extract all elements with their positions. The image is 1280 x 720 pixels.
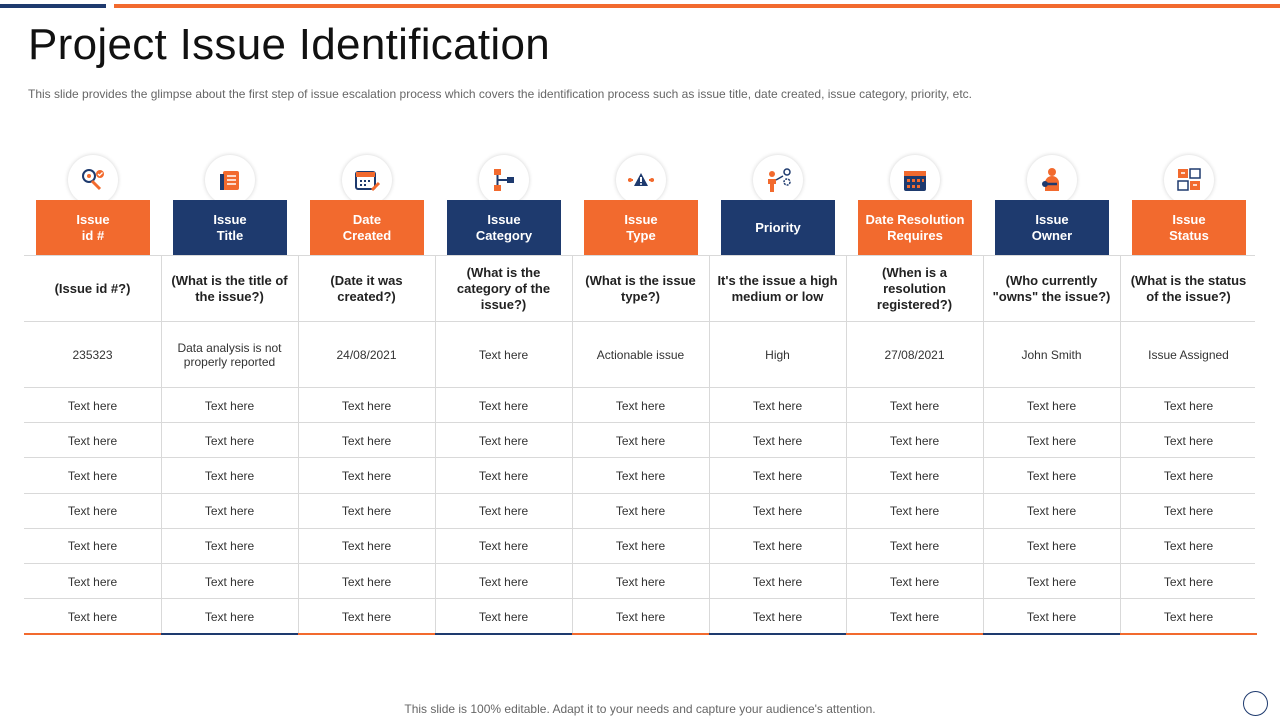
table-cell: Text here <box>67 398 118 413</box>
table-cell: Text here <box>1026 539 1077 554</box>
table-cell: (What is the category of the issue?) <box>456 265 551 312</box>
table-cell: Data analysis is not properly reported <box>177 341 282 369</box>
column-header: Date Created <box>310 200 424 255</box>
page-subtitle: This slide provides the glimpse about the first step of issue escalation process which covers the identification process such as issue title, date created, issue category, priority, etc. <box>28 87 973 101</box>
table-cell: Text here <box>752 574 803 589</box>
table-cell: Text here <box>478 574 529 589</box>
table-cell: Text here <box>67 504 118 519</box>
column-header: Issue Category <box>447 200 561 255</box>
page-title: Project Issue Identification <box>28 20 551 69</box>
table-cell: Text here <box>752 609 803 624</box>
table-cell: Text here <box>1026 574 1077 589</box>
table-cell: Text here <box>1163 433 1214 448</box>
table-cell: Text here <box>1163 468 1214 483</box>
table-cell: Text here <box>341 468 392 483</box>
table-cell: Text here <box>615 398 666 413</box>
table-cell: (What is the issue type?) <box>585 273 696 304</box>
table-row <box>24 457 1255 493</box>
table-cell: Text here <box>341 574 392 589</box>
table-cell: Text here <box>341 504 392 519</box>
table-cell: Text here <box>615 609 666 624</box>
table-cell: Text here <box>204 574 255 589</box>
top-accent-bar-orange <box>114 4 1280 8</box>
gear-check-icon <box>68 155 118 205</box>
status-board-icon <box>1164 155 1214 205</box>
table-cell: Text here <box>752 468 803 483</box>
table-cell: Text here <box>1026 468 1077 483</box>
table-cell: Text here <box>615 539 666 554</box>
table-cell: Text here <box>204 433 255 448</box>
table-cell: Text here <box>615 433 666 448</box>
column-bottom-accent <box>298 633 435 635</box>
table-cell: Text here <box>1026 398 1077 413</box>
column-header: Issue Type <box>584 200 698 255</box>
table-cell: Text here <box>752 433 803 448</box>
top-accent-bar-blue <box>0 4 106 8</box>
table-cell: Text here <box>478 539 529 554</box>
table-cell: Text here <box>1163 398 1214 413</box>
table-cell: Text here <box>341 398 392 413</box>
column-header: Priority <box>721 200 835 255</box>
column-bottom-accent <box>846 633 983 635</box>
calendar-edit-icon <box>342 155 392 205</box>
column-bottom-accent <box>983 633 1120 635</box>
table-cell: High <box>765 348 790 362</box>
table-cell: 235323 <box>72 348 113 362</box>
table-cell: (Date it was created?) <box>330 273 403 304</box>
column-bottom-accent <box>161 633 298 635</box>
corner-circle-icon <box>1243 691 1268 716</box>
table-cell: It's the issue a high medium or low <box>717 273 838 304</box>
column-bottom-accent <box>572 633 709 635</box>
table-cell: Text here <box>67 574 118 589</box>
table-cell: Text here <box>478 504 529 519</box>
table-cell: Text here <box>1163 609 1214 624</box>
table-cell: Text here <box>889 433 940 448</box>
table-cell: Text here <box>204 398 255 413</box>
table-cell: Text here <box>615 468 666 483</box>
table-cell: Text here <box>341 433 392 448</box>
table-row <box>24 387 1255 423</box>
table-cell: Text here <box>889 539 940 554</box>
table-cell: (What is the title of the issue?) <box>171 273 288 304</box>
table-cell: Text here <box>889 504 940 519</box>
table-cell: (What is the status of the issue?) <box>1130 273 1247 304</box>
footer-note: This slide is 100% editable. Adapt it to your needs and capture your audience's attention. <box>404 702 876 716</box>
table-cell: Text here <box>67 539 118 554</box>
table-row <box>24 598 1255 634</box>
table-cell: Text here <box>478 433 529 448</box>
table-cell: Text here <box>1163 539 1214 554</box>
table-cell: Text here <box>478 398 529 413</box>
calendar-grid-icon <box>890 155 940 205</box>
hierarchy-icon <box>479 155 529 205</box>
table-row <box>24 563 1255 599</box>
table-cell: Text here <box>1026 433 1077 448</box>
column-header: Issue Owner <box>995 200 1109 255</box>
table-cell: Text here <box>67 609 118 624</box>
table-cell: Actionable issue <box>596 348 685 362</box>
table-cell: Text here <box>1026 504 1077 519</box>
table-cell: Text here <box>1026 609 1077 624</box>
column-bottom-accent <box>435 633 572 635</box>
table-cell: (When is a resolution registered?) <box>876 265 953 312</box>
table-cell: Text here <box>204 609 255 624</box>
table-cell: Text here <box>67 468 118 483</box>
table-cell: Text here <box>341 539 392 554</box>
table-cell: Text here <box>1163 504 1214 519</box>
table-cell: 24/08/2021 <box>336 348 397 362</box>
table-cell: (Who currently "owns" the issue?) <box>992 273 1111 304</box>
table-cell: Text here <box>889 609 940 624</box>
table-cell: Text here <box>204 539 255 554</box>
table-cell: Text here <box>615 574 666 589</box>
table-cell: Text here <box>341 609 392 624</box>
question-row <box>24 255 1255 322</box>
table-cell: Text here <box>478 468 529 483</box>
column-header: Issue Status <box>1132 200 1246 255</box>
table-cell: Text here <box>204 468 255 483</box>
presenter-icon <box>753 155 803 205</box>
table-cell: Text here <box>1163 574 1214 589</box>
table-cell: (Issue id #?) <box>54 281 131 296</box>
column-header: Issue id # <box>36 200 150 255</box>
sample-row <box>24 321 1255 388</box>
column-header: Issue Title <box>173 200 287 255</box>
column-bottom-accent <box>709 633 846 635</box>
table-cell: Issue Assigned <box>1148 348 1229 362</box>
table-cell: John Smith <box>1021 348 1082 362</box>
column-bottom-accent <box>1120 633 1257 635</box>
column-header: Date Resolution Requires <box>858 200 972 255</box>
table-cell: Text here <box>752 539 803 554</box>
table-cell: Text here <box>889 468 940 483</box>
table-cell: Text here <box>889 574 940 589</box>
table-cell: Text here <box>889 398 940 413</box>
table-cell: 27/08/2021 <box>884 348 945 362</box>
column-bottom-accent <box>24 633 161 635</box>
table-cell: Text here <box>204 504 255 519</box>
table-cell: Text here <box>478 348 529 362</box>
warning-flow-icon <box>616 155 666 205</box>
table-cell: Text here <box>67 433 118 448</box>
person-key-icon <box>1027 155 1077 205</box>
table-cell: Text here <box>752 504 803 519</box>
table-row <box>24 422 1255 458</box>
table-cell: Text here <box>752 398 803 413</box>
table-row <box>24 528 1255 564</box>
table-cell: Text here <box>615 504 666 519</box>
document-stack-icon <box>205 155 255 205</box>
table-cell: Text here <box>478 609 529 624</box>
table-row <box>24 493 1255 529</box>
